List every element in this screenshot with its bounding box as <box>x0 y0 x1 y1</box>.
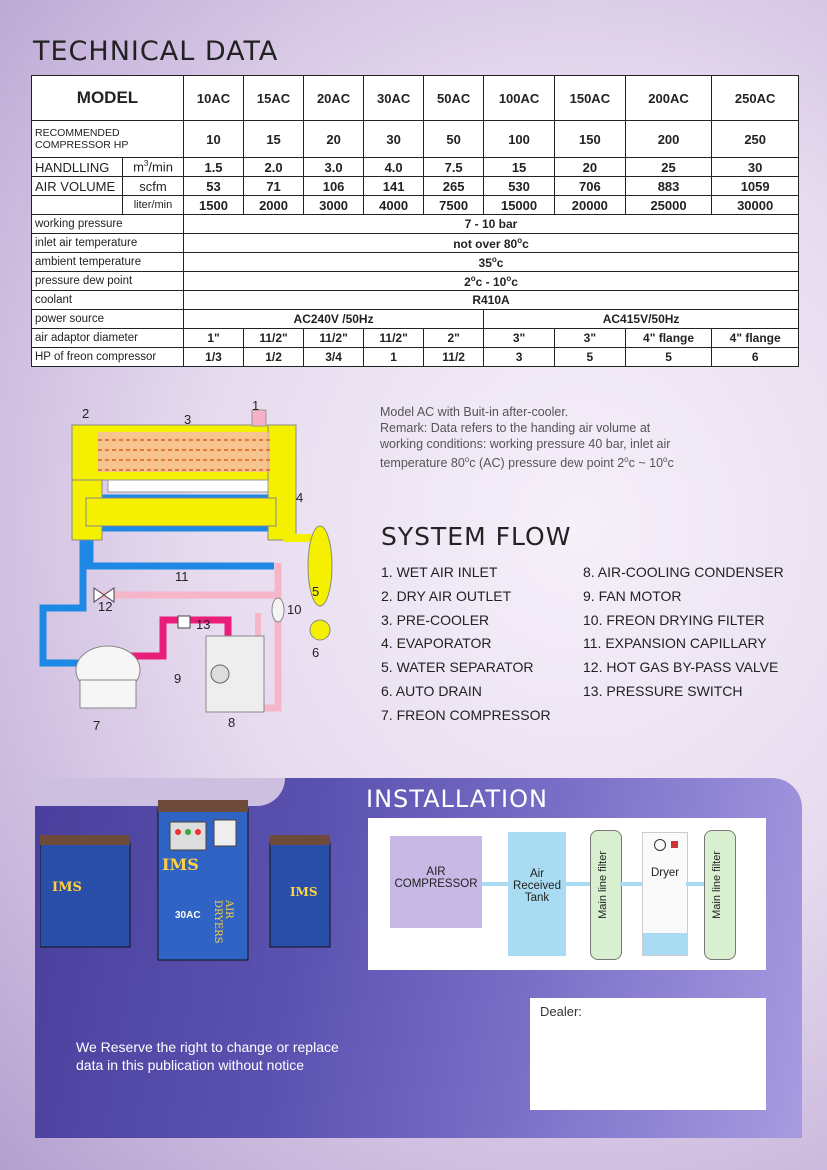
diagram-label-7: 7 <box>93 718 101 733</box>
list-item: 10. FREON DRYING FILTER <box>583 611 765 628</box>
diagram-label-13: 13 <box>196 617 211 632</box>
litermin-cell: 20000 <box>554 196 625 215</box>
dealer-box <box>530 998 766 1110</box>
ambient-value: 35$^o$c <box>184 253 799 272</box>
diagram-label-4: 4 <box>296 490 304 505</box>
litermin-cell: 2000 <box>244 196 304 215</box>
model-cell: 50AC <box>424 76 484 121</box>
model-badge: 30AC <box>175 910 201 921</box>
connector <box>482 882 508 886</box>
scfm-cell: 1059 <box>712 177 799 196</box>
diagram-label-9: 9 <box>174 671 182 686</box>
technical-data-table <box>31 75 799 367</box>
freon-cell: 5 <box>554 348 625 367</box>
air-volume-label: AIR VOLUME <box>32 177 123 196</box>
installation-title: INSTALLATION <box>366 785 548 813</box>
evaporator-shape <box>86 498 276 526</box>
table-row-model <box>32 76 799 121</box>
remark-line: Model AC with Buit-in after-cooler. <box>380 405 569 419</box>
list-item: 6. AUTO DRAIN <box>381 682 482 699</box>
box-text: Air <box>529 868 545 880</box>
handling-label: HANDLLING <box>32 158 123 177</box>
freon-cell: 1/2 <box>244 348 304 367</box>
m3min-cell: 1.5 <box>184 158 244 177</box>
table-row-power <box>32 310 799 329</box>
machines-illustration <box>40 790 340 965</box>
box-text: Received <box>513 880 561 892</box>
m3min-cell: 30 <box>712 158 799 177</box>
model-cell: 250AC <box>712 76 799 121</box>
hp-cell: 200 <box>625 121 712 158</box>
brand-label-right: IMS <box>290 885 318 899</box>
diagram-label-6: 6 <box>312 645 320 660</box>
diagram-label-8: 8 <box>228 715 236 730</box>
model-cell: 150AC <box>554 76 625 121</box>
power-label: power source <box>32 310 184 329</box>
scfm-cell: 141 <box>364 177 424 196</box>
dew-label: pressure dew point <box>32 272 184 291</box>
adaptor-cell: 4" flange <box>625 329 712 348</box>
empty-label <box>32 196 123 215</box>
list-item: 1. WET AIR INLET <box>381 564 498 580</box>
installation-flow-panel <box>368 818 766 970</box>
freon-cell: 1 <box>364 348 424 367</box>
adaptor-cell: 2" <box>424 329 484 348</box>
model-cell: 15AC <box>244 76 304 121</box>
table-row-hp <box>32 121 799 158</box>
disclaimer-line: data in this publication without notice <box>76 1057 305 1073</box>
m3min-cell: 20 <box>554 158 625 177</box>
model-cell: 20AC <box>304 76 364 121</box>
scfm-cell: 530 <box>484 177 555 196</box>
main-line-filter-2 <box>704 830 736 960</box>
table-row-litermin <box>32 196 799 215</box>
diagram-label-10: 10 <box>287 602 302 617</box>
freon-cell: 3/4 <box>304 348 364 367</box>
table-row-freon <box>32 348 799 367</box>
disclaimer-line: We Reserve the right to change or replace <box>76 1039 339 1055</box>
model-cell: 100AC <box>484 76 555 121</box>
list-item: 7. FREON COMPRESSOR <box>381 706 551 723</box>
list-item: 3. PRE-COOLER <box>381 611 490 628</box>
system-flow-list-left <box>381 561 551 728</box>
m3min-cell: 3.0 <box>304 158 364 177</box>
adaptor-cell: 11/2" <box>244 329 304 348</box>
diagram-label-12: 12 <box>98 599 113 614</box>
adaptor-cell: 1" <box>184 329 244 348</box>
system-flow-title: SYSTEM FLOW <box>381 522 572 551</box>
inlet-temp-label: inlet air temperature <box>32 234 184 253</box>
remark-line: Remark: Data refers to the handing air volume at <box>380 421 651 435</box>
disclaimer-text <box>76 1038 339 1074</box>
scfm-cell: 71 <box>244 177 304 196</box>
diagram-label-11: 11 <box>175 569 189 584</box>
list-item: 12. HOT GAS BY-PASS VALVE <box>583 659 779 676</box>
list-item: 8. AIR-COOLING CONDENSER <box>583 564 784 580</box>
hp-cell: 50 <box>424 121 484 158</box>
dryer-box <box>642 832 688 956</box>
air-tank-box <box>508 832 566 956</box>
adaptor-cell: 11/2" <box>364 329 424 348</box>
scfm-cell: 53 <box>184 177 244 196</box>
litermin-cell: 4000 <box>364 196 424 215</box>
table-row-inlet-temp <box>32 234 799 253</box>
working-pressure-value: 7 - 10 bar <box>184 215 799 234</box>
ambient-label: ambient temperature <box>32 253 184 272</box>
freon-label: HP of freon compressor <box>32 348 184 367</box>
coolant-value: R410A <box>184 291 799 310</box>
table-row-m3min <box>32 158 799 177</box>
power-value-a: AC240V /50Hz <box>184 310 484 329</box>
fan-shape <box>211 665 229 683</box>
table-row-dew <box>32 272 799 291</box>
remark-text <box>380 404 760 471</box>
diagram-label-3: 3 <box>184 412 192 427</box>
auto-drain-shape <box>310 620 330 640</box>
dew-value: 2$^o$c - 10$^o$c <box>184 272 799 291</box>
hp-cell: 30 <box>364 121 424 158</box>
litermin-cell: 3000 <box>304 196 364 215</box>
box-text: COMPRESSOR <box>394 878 478 890</box>
adaptor-cell: 4" flange <box>712 329 799 348</box>
table-row-scfm <box>32 177 799 196</box>
m3min-cell: 4.0 <box>364 158 424 177</box>
dryer-gauge-icon <box>654 839 666 851</box>
air-compressor-box <box>390 836 482 928</box>
list-item: 2. DRY AIR OUTLET <box>381 587 512 604</box>
side-text: AIR DRYERS <box>212 900 234 944</box>
table-row-coolant <box>32 291 799 310</box>
system-flow-list-right <box>583 561 784 704</box>
hp-cell: 20 <box>304 121 364 158</box>
litermin-cell: 1500 <box>184 196 244 215</box>
litermin-cell: 7500 <box>424 196 484 215</box>
hp-cell: 250 <box>712 121 799 158</box>
diagram-label-5: 5 <box>312 584 320 599</box>
adaptor-label: air adaptor diameter <box>32 329 184 348</box>
freon-cell: 3 <box>484 348 555 367</box>
freon-cell: 1/3 <box>184 348 244 367</box>
scfm-cell: 265 <box>424 177 484 196</box>
table-row-working-pressure <box>32 215 799 234</box>
dryer-label: Dryer <box>650 867 680 879</box>
coolant-label: coolant <box>32 291 184 310</box>
remark-line: working conditions: working pressure 40 bar, inlet air <box>380 437 671 451</box>
table-row-adaptor <box>32 329 799 348</box>
hp-label: RECOMMENDED COMPRESSOR HP <box>32 121 184 158</box>
freon-filter-shape <box>272 598 284 622</box>
list-item: 5. WATER SEPARATOR <box>381 659 534 676</box>
hp-cell: 150 <box>554 121 625 158</box>
main-line-filter-1 <box>590 830 622 960</box>
unit-m3min: $m^3/\min$ <box>123 158 184 177</box>
page-title: TECHNICAL DATA <box>33 36 279 67</box>
list-item: 9. FAN MOTOR <box>583 587 682 604</box>
adaptor-cell: 3" <box>484 329 555 348</box>
freon-cell: 11/2 <box>424 348 484 367</box>
model-cell: 30AC <box>364 76 424 121</box>
m3min-cell: 25 <box>625 158 712 177</box>
dryer-base <box>643 933 687 955</box>
dealer-label: Dealer: <box>540 1004 582 1019</box>
dryer-light-icon <box>671 841 678 848</box>
diagram-label-1: 1 <box>252 398 260 413</box>
m3min-cell: 7.5 <box>424 158 484 177</box>
filter-label: Main line filter <box>597 851 609 919</box>
connector <box>686 882 704 886</box>
diagram-label-2: 2 <box>82 406 90 421</box>
m3min-cell: 2.0 <box>244 158 304 177</box>
box-text: AIR <box>426 866 446 878</box>
hp-cell: 10 <box>184 121 244 158</box>
filter-label: Main line filter <box>711 851 723 919</box>
hp-cell: 15 <box>244 121 304 158</box>
connector <box>620 882 642 886</box>
unit-scfm: scfm <box>123 177 184 196</box>
table-row-ambient <box>32 253 799 272</box>
box-text: Tank <box>524 892 550 904</box>
connector <box>566 882 590 886</box>
brand-label: IMS <box>162 855 199 874</box>
scfm-cell: 883 <box>625 177 712 196</box>
scfm-cell: 106 <box>304 177 364 196</box>
power-value-b: AC415V/50Hz <box>484 310 799 329</box>
list-item: 4. EVAPORATOR <box>381 635 492 652</box>
model-label: MODEL <box>32 76 184 121</box>
freon-cell: 5 <box>625 348 712 367</box>
list-item: 11. EXPANSION CAPILLARY <box>583 635 767 652</box>
model-cell: 10AC <box>184 76 244 121</box>
list-item: 13. PRESSURE SWITCH <box>583 682 743 699</box>
litermin-cell: 30000 <box>712 196 799 215</box>
working-pressure-label: working pressure <box>32 215 184 234</box>
litermin-cell: 15000 <box>484 196 555 215</box>
adaptor-cell: 3" <box>554 329 625 348</box>
diagram-svg <box>38 398 338 738</box>
scfm-cell: 706 <box>554 177 625 196</box>
litermin-cell: 25000 <box>625 196 712 215</box>
model-cell: 200AC <box>625 76 712 121</box>
freon-cell: 6 <box>712 348 799 367</box>
brand-label-left: IMS <box>52 880 82 895</box>
system-flow-diagram <box>38 398 338 738</box>
inlet-temp-value: not over 80$^o$c <box>184 234 799 253</box>
adaptor-cell: 11/2" <box>304 329 364 348</box>
m3min-cell: 15 <box>484 158 555 177</box>
remark-line: temperature 80$^o$c (AC) pressure dew point 2$^o$c ~ 10$^o$c <box>380 455 674 471</box>
hp-cell: 100 <box>484 121 555 158</box>
unit-litermin: liter/min <box>123 196 184 215</box>
